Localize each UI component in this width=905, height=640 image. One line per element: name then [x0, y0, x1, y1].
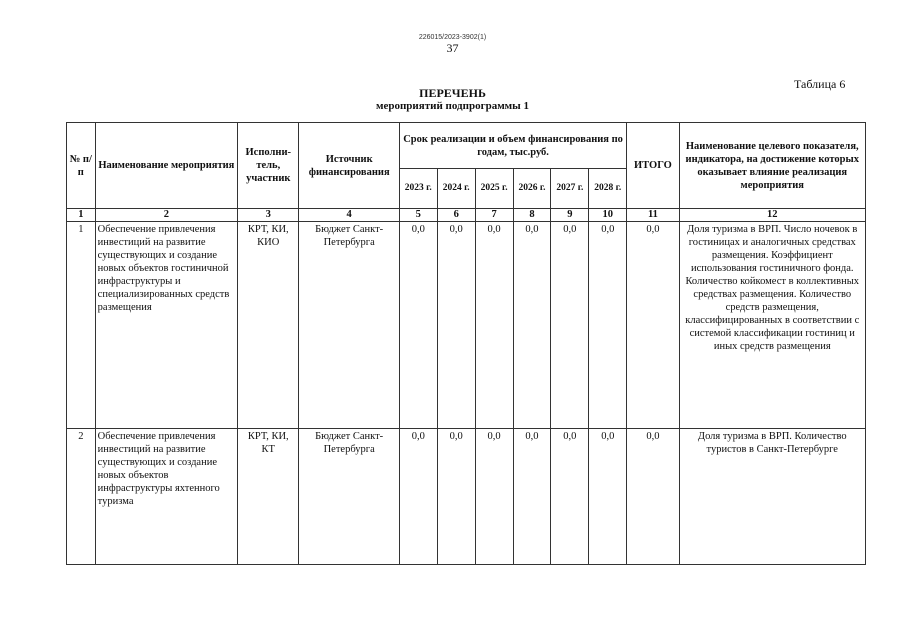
row-source: Бюджет Санкт-Петербурга	[299, 222, 399, 429]
header-executor: Исполни-тель, участник	[238, 123, 299, 209]
column-number: 4	[299, 209, 399, 222]
row-source: Бюджет Санкт-Петербурга	[299, 429, 399, 565]
header-year: 2027 г.	[551, 169, 589, 209]
row-year-value: 0,0	[437, 429, 475, 565]
row-indicator: Доля туризма в ВРП. Число ночевок в гостиницах и аналогичных средствах размещения. Коэффициент использования гостиничного фонда. Количество койкомест в коллективных средствах размещения. Количество средств размещения, классифицированных в соответствии с системой классификации гостиниц и иных средств размещения	[679, 222, 865, 429]
header-year: 2025 г.	[475, 169, 513, 209]
row-year-value: 0,0	[551, 429, 589, 565]
header-name: Наименование мероприятия	[95, 123, 237, 209]
row-year-value: 0,0	[399, 429, 437, 565]
row-num: 2	[67, 429, 96, 565]
table-row	[67, 429, 866, 565]
row-executor: КРТ, КИ, КТ	[238, 429, 299, 565]
row-year-value: 0,0	[475, 429, 513, 565]
row-year-value: 0,0	[399, 222, 437, 429]
column-number: 7	[475, 209, 513, 222]
row-total: 0,0	[627, 429, 679, 565]
row-executor: КРТ, КИ, КИО	[238, 222, 299, 429]
page-title: ПЕРЕЧЕНЬ	[419, 86, 486, 100]
row-year-value: 0,0	[551, 222, 589, 429]
header-period-group: Срок реализации и объем финансирования по годам, тыс.руб.	[399, 123, 626, 169]
header-indicator: Наименование целевого показателя, индикатора, на достижение которых оказывает влияние реализация мероприятия	[679, 123, 865, 209]
document-id: 226015/2023-3902(1)	[418, 34, 487, 41]
page-subtitle: мероприятий подпрограммы 1	[375, 100, 530, 112]
header-year: 2028 г.	[589, 169, 627, 209]
row-year-value: 0,0	[513, 222, 551, 429]
row-year-value: 0,0	[437, 222, 475, 429]
page-number: 37	[446, 41, 459, 55]
header-year: 2023 г.	[399, 169, 437, 209]
column-number: 11	[627, 209, 679, 222]
column-number: 10	[589, 209, 627, 222]
row-total: 0,0	[627, 222, 679, 429]
table-row	[67, 222, 866, 429]
row-year-value: 0,0	[589, 429, 627, 565]
row-num: 1	[67, 222, 96, 429]
column-number: 6	[437, 209, 475, 222]
header-source: Источник финансирования	[299, 123, 399, 209]
column-number: 5	[399, 209, 437, 222]
row-indicator: Доля туризма в ВРП. Количество туристов в Санкт-Петербурге	[679, 429, 865, 565]
header-year: 2026 г.	[513, 169, 551, 209]
header-total: ИТОГО	[627, 123, 679, 209]
row-year-value: 0,0	[513, 429, 551, 565]
column-number: 3	[238, 209, 299, 222]
column-number: 8	[513, 209, 551, 222]
column-number: 12	[679, 209, 865, 222]
row-year-value: 0,0	[589, 222, 627, 429]
column-number: 9	[551, 209, 589, 222]
column-number: 1	[67, 209, 96, 222]
table-label: Таблица 6	[794, 77, 846, 91]
row-measure-name: Обеспечение привлечения инвестиций на развитие существующих и создание новых объектов гостиничной инфраструктуры и специализированных средств размещения	[95, 222, 237, 429]
measures-table	[66, 122, 866, 565]
header-num: № п/п	[67, 123, 96, 209]
row-measure-name: Обеспечение привлечения инвестиций на развитие существующих и создание новых объектов инфраструктуры яхтенного туризма	[95, 429, 237, 565]
column-number: 2	[95, 209, 237, 222]
row-year-value: 0,0	[475, 222, 513, 429]
header-year: 2024 г.	[437, 169, 475, 209]
